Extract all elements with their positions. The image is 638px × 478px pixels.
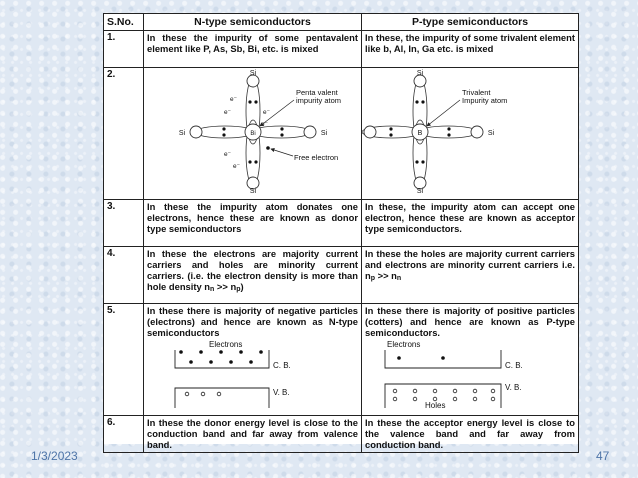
p-type-cell: In these, the impurity of some trivalent element like b, Al, In, Ga etc. is mixed	[362, 31, 579, 68]
n-type-band-diagram	[147, 338, 357, 412]
table-row	[104, 31, 579, 68]
bismuth-label: Bi	[250, 131, 256, 137]
cell-text: In these there is majority of negative particles (electrons) and hence are known as N-type semiconductors	[147, 305, 358, 338]
header-sno: S.No.	[104, 14, 144, 31]
text: >> n	[375, 270, 397, 281]
free-electron-label: Free electron	[294, 153, 339, 162]
p-type-cell: In these the acceptor energy level is close to the valence band and far away from conduction band.	[362, 416, 579, 453]
subscript: p	[236, 286, 241, 293]
text: In these the holes are majority current carriers and electrons are minority current carriers i.e. n	[365, 248, 575, 281]
electrons-label: Electrons	[387, 340, 421, 349]
p-type-band-diagram	[365, 338, 575, 412]
text: )	[240, 281, 244, 292]
subscript: n	[210, 286, 215, 293]
page-number: 47	[596, 449, 610, 463]
electron-label: e⁻	[224, 109, 232, 116]
n-type-lattice-diagram	[144, 68, 362, 200]
subscript: p	[370, 275, 376, 282]
si-label: Si	[416, 188, 424, 194]
si-label: Si	[487, 130, 495, 137]
row-number: 6.	[104, 416, 144, 453]
electron-label: e⁻	[224, 151, 232, 158]
text: In these the electrons are majority current carriers and holes are minority current carriers. (i.e. the electron density is more than hole density n	[147, 248, 358, 292]
table-row	[104, 304, 579, 416]
n-type-cell: In these the donor energy level is close to the conduction band and far away from valence band.	[144, 416, 362, 453]
n-type-cell: In these the impurity of some pentavalent element like P, As, Sb, Bi, etc. is mixed	[144, 31, 362, 68]
electron-label: e⁻	[233, 163, 241, 170]
p-type-cell: In these, the impurity atom can accept one electron, hence these are known as acceptor type semiconductors.	[362, 200, 579, 247]
header-p-type: P-type semiconductors	[362, 14, 579, 31]
si-label: Si	[416, 70, 424, 77]
si-label: Si	[320, 130, 328, 137]
table-row	[104, 416, 579, 453]
row-number: 4.	[104, 247, 144, 304]
comparison-slide	[103, 13, 578, 450]
impurity-label: Trivalent	[462, 88, 491, 97]
vb-label: V. B.	[505, 383, 522, 392]
n-type-cell	[144, 304, 362, 416]
table-row	[104, 200, 579, 247]
comparison-table	[103, 13, 579, 453]
p-type-cell	[362, 247, 579, 304]
impurity-label: impurity atom	[296, 96, 342, 105]
electron-label: e⁻	[263, 109, 271, 116]
si-label: Si	[249, 188, 257, 194]
cb-label: C. B.	[505, 361, 523, 370]
row-number: 1.	[104, 31, 144, 68]
table-row	[104, 68, 579, 200]
row-number: 5.	[104, 304, 144, 416]
row-number: 3.	[104, 200, 144, 247]
table-row	[104, 247, 579, 304]
holes-label: Holes	[425, 401, 446, 410]
cell-text: In these there is majority of positive particles (cotters) and hence are known as P-type semiconductors.	[365, 305, 575, 338]
boron-label: B	[417, 130, 423, 137]
p-type-lattice-diagram	[362, 68, 579, 200]
p-type-cell	[362, 304, 579, 416]
electron-label: e⁻	[230, 96, 238, 103]
impurity-label: Penta valent	[296, 88, 338, 97]
n-type-cell: In these the impurity atom donates one electrons, hence these are known as donor type semiconductors	[144, 200, 362, 247]
row-number: 2.	[104, 68, 144, 200]
electrons-label: Electrons	[209, 340, 243, 349]
text: >> n	[214, 281, 237, 292]
si-label: Si	[178, 130, 186, 137]
header-row	[104, 14, 579, 31]
cb-label: C. B.	[273, 361, 291, 370]
si-label: Si	[249, 70, 257, 77]
footer-date: 1/3/2023	[31, 449, 78, 463]
n-type-cell	[144, 247, 362, 304]
electron-label: e⁻	[261, 121, 269, 128]
impurity-label: Impurity atom	[462, 96, 508, 105]
subscript: n	[396, 275, 402, 282]
header-n-type: N-type semiconductors	[144, 14, 362, 31]
vb-label: V. B.	[273, 388, 290, 397]
